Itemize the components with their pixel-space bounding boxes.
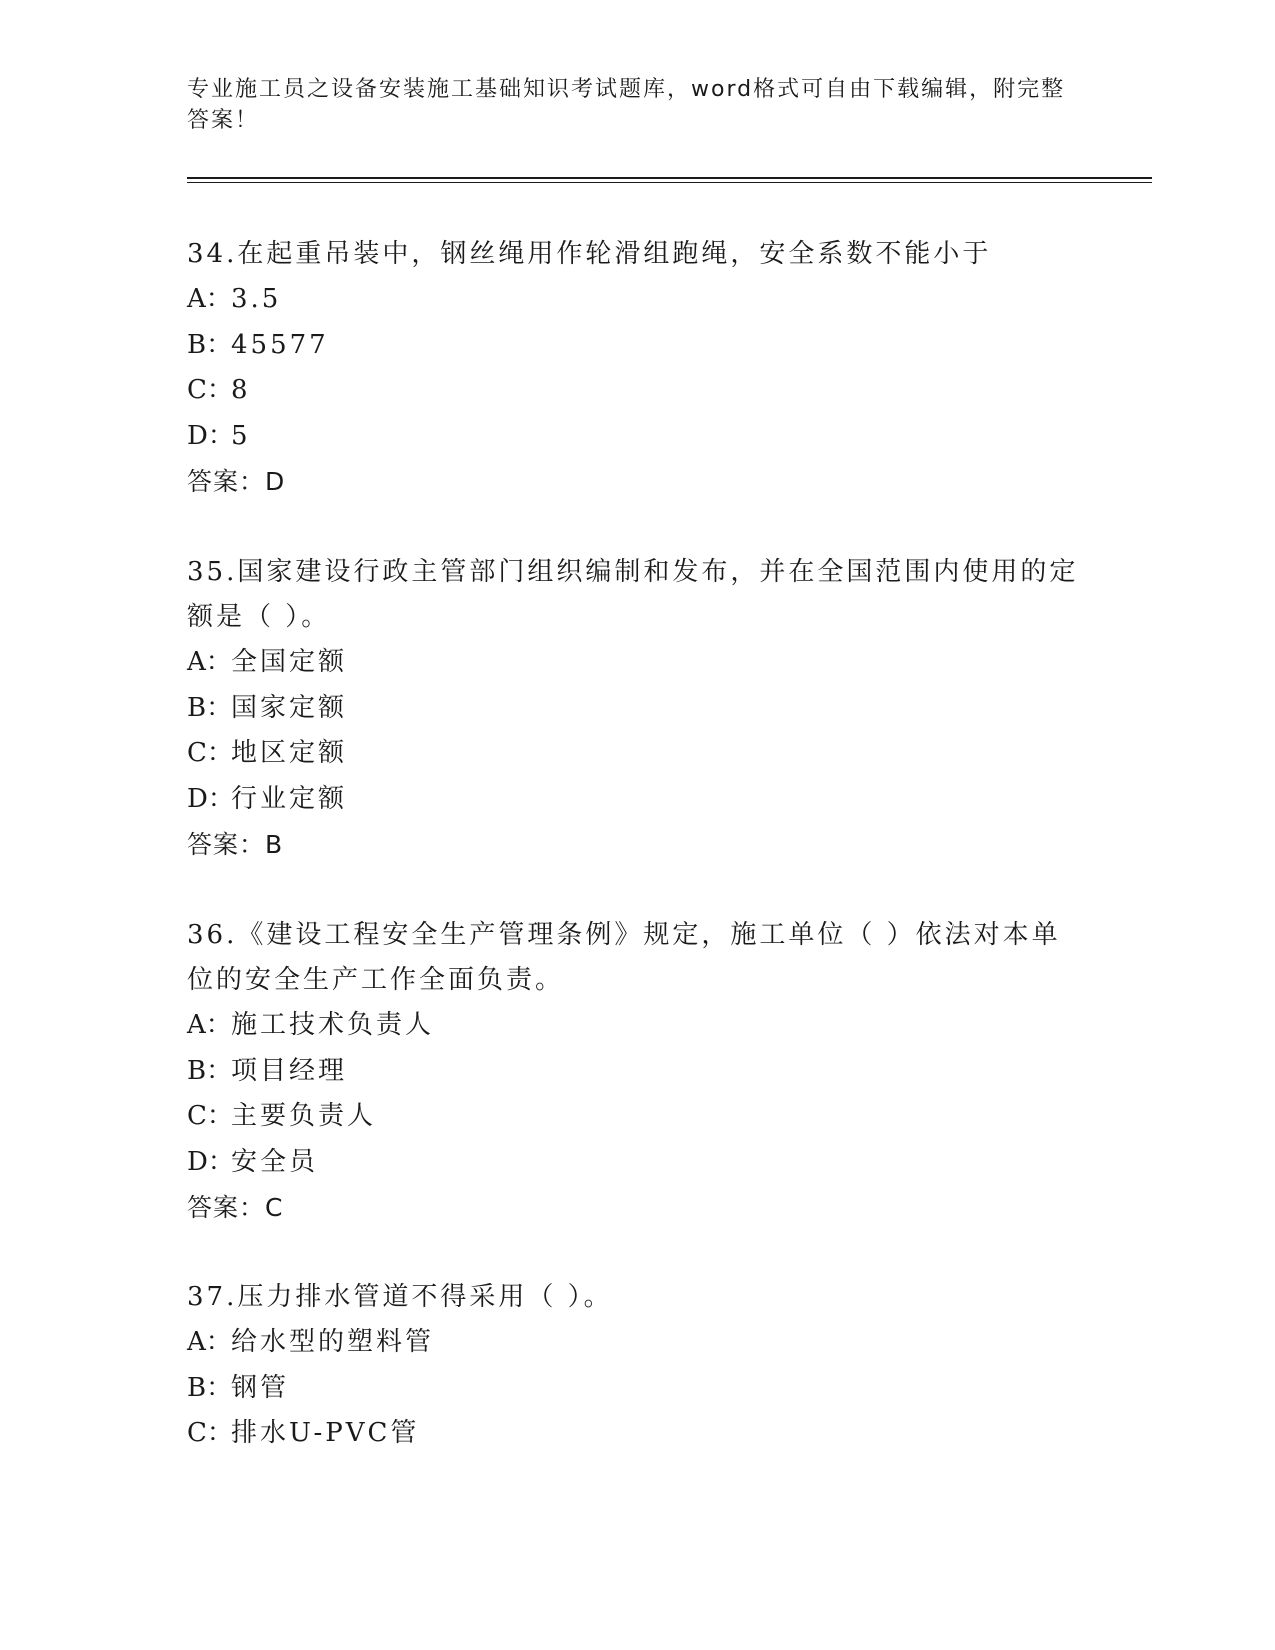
- option-a: [187, 1320, 1087, 1366]
- option-text: 5: [231, 420, 251, 451]
- option-key: D：: [187, 1146, 234, 1177]
- option-text: 钢管: [231, 1372, 290, 1403]
- option-text: 45577: [231, 329, 329, 360]
- option-key: C：: [187, 1418, 233, 1448]
- option-a: [187, 277, 1087, 323]
- option-d: [187, 777, 1087, 823]
- option-text: 施工技术负责人: [231, 1010, 435, 1040]
- option-c: [187, 1411, 1087, 1457]
- option-key: C：: [187, 375, 233, 405]
- option-text: 8: [231, 375, 251, 405]
- header-divider-thin: [187, 182, 1152, 183]
- question-35: [187, 550, 1087, 868]
- document-header: 专业施工员之设备安装施工基础知识考试题库，word格式可自由下载编辑，附完整答案！: [187, 77, 1066, 133]
- option-text: 全国定额: [231, 647, 348, 677]
- option-text: 行业定额: [231, 783, 348, 814]
- option-key: C：: [187, 1101, 233, 1131]
- option-text: 地区定额: [231, 738, 348, 768]
- option-text: 项目经理: [231, 1055, 348, 1086]
- option-key: A：: [187, 647, 232, 677]
- option-b: [187, 323, 1087, 369]
- option-c: [187, 368, 1087, 414]
- option-key: A：: [187, 284, 232, 314]
- answer-line: 答案：B: [187, 830, 284, 859]
- option-key: D：: [187, 420, 234, 451]
- option-key: A：: [187, 1327, 232, 1357]
- option-a: [187, 640, 1087, 686]
- option-text: 主要负责人: [231, 1101, 377, 1131]
- option-key: B：: [187, 692, 233, 723]
- option-key: B：: [187, 1055, 233, 1086]
- answer-line: 答案：C: [187, 1193, 284, 1222]
- question-37: [187, 1275, 1087, 1457]
- option-text: 3.5: [231, 284, 282, 314]
- header-divider-thick: [187, 177, 1152, 179]
- option-c: [187, 1094, 1087, 1140]
- option-text: 排水U-PVC管: [231, 1418, 420, 1448]
- option-key: B：: [187, 1372, 233, 1403]
- question-stem: 34.在起重吊装中，钢丝绳用作轮滑组跑绳，安全系数不能小于: [187, 239, 992, 269]
- option-d: [187, 1140, 1087, 1186]
- question-stem: 35.国家建设行政主管部门组织编制和发布，并在全国范围内使用的定额是（ ）。: [187, 557, 1079, 632]
- option-a: [187, 1003, 1087, 1049]
- question-36: [187, 913, 1087, 1231]
- option-c: [187, 731, 1087, 777]
- option-text: 安全员: [231, 1146, 319, 1177]
- option-b: [187, 1049, 1087, 1095]
- option-key: C：: [187, 738, 233, 768]
- question-34: [187, 232, 1087, 505]
- option-text: 国家定额: [231, 692, 348, 723]
- question-stem: 36.《建设工程安全生产管理条例》规定，施工单位（ ）依法对本单位的安全生产工作全面负责。: [187, 920, 1061, 995]
- answer-line: 答案：D: [187, 467, 286, 496]
- option-b: [187, 686, 1087, 732]
- option-key: D：: [187, 783, 234, 814]
- option-d: [187, 414, 1087, 460]
- option-b: [187, 1366, 1087, 1412]
- option-text: 给水型的塑料管: [231, 1327, 435, 1357]
- option-key: A：: [187, 1010, 232, 1040]
- option-key: B：: [187, 329, 233, 360]
- question-stem: 37.压力排水管道不得采用（ ）。: [187, 1282, 613, 1312]
